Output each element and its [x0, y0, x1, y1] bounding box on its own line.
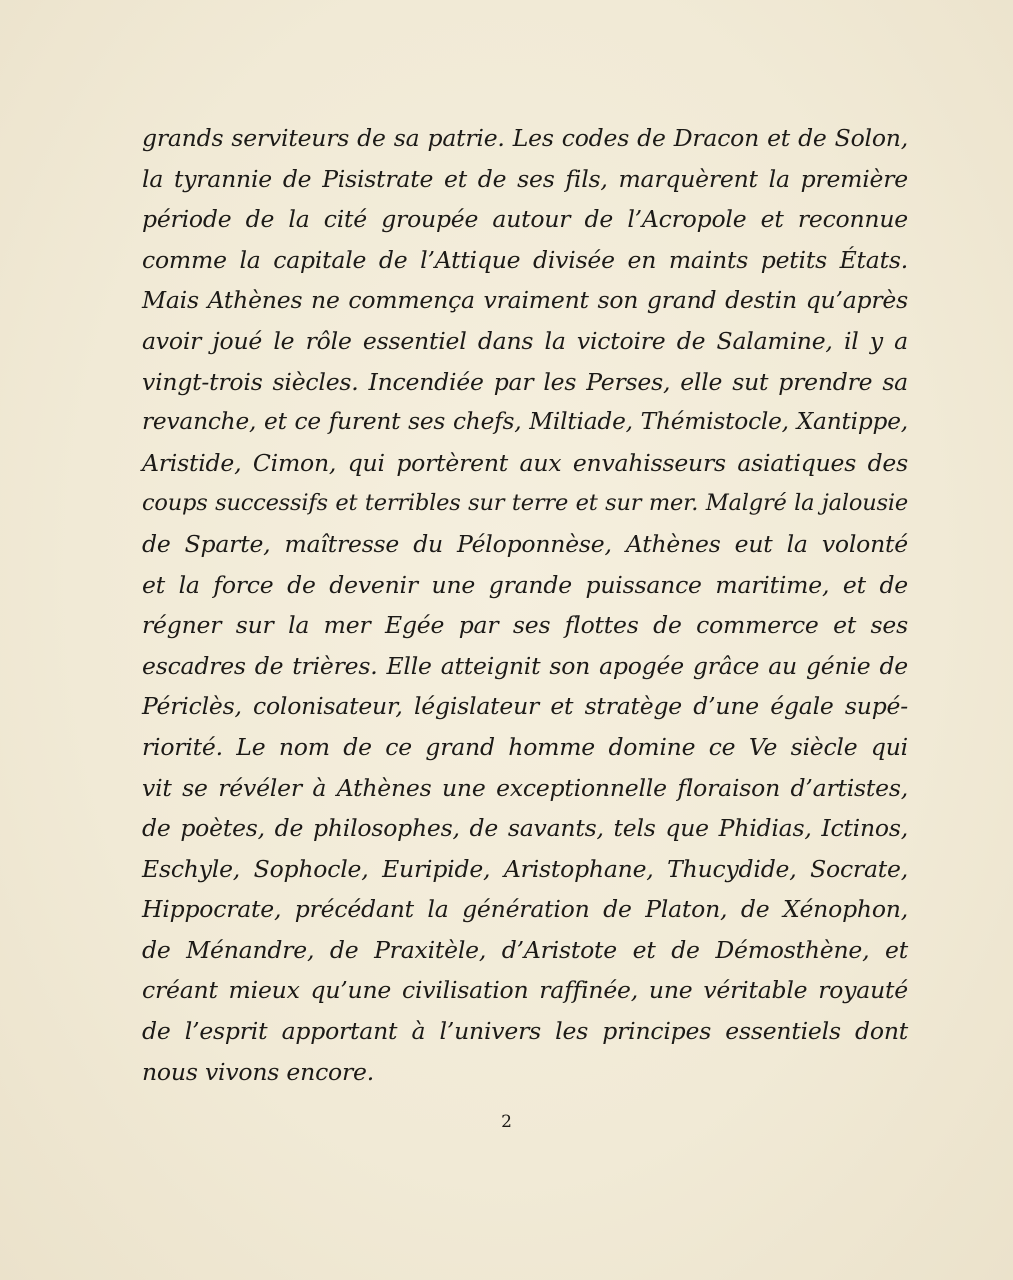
text-line-24: nous vivons encore. — [142, 1057, 374, 1086]
text-line-1: grands serviteurs de sa patrie. Les codes de Dracon et de Solon, — [142, 124, 908, 152]
text-line-21: de Ménandre, de Praxitèle, d’Aristote et de Démosthène, et — [142, 935, 908, 964]
text-line-15: Périclès, colonisateur, législateur et stratège d’une égale supé- — [142, 692, 908, 721]
page-number: 2 — [501, 1112, 512, 1132]
text-line-2: la tyrannie de Pisistrate et de ses fils, marquèrent la première — [142, 164, 908, 193]
text-line-16: riorité. Le nom de ce grand homme domine ce Ve siècle qui — [142, 732, 908, 761]
text-line-5: Mais Athènes ne commença vraiment son grand destin qu’après — [142, 286, 908, 315]
text-line-9: Aristide, Cimon, qui portèrent aux envahisseurs asiatiques des — [142, 448, 908, 477]
text-line-12: et la force de devenir une grande puissance maritime, et de — [142, 570, 908, 599]
text-line-8: revanche, et ce furent ses chefs, Miltiade, Thémistocle, Xantippe, — [142, 408, 908, 436]
text-line-7: vingt-trois siècles. Incendiée par les Perses, elle sut prendre sa — [142, 367, 908, 396]
text-line-13: régner sur la mer Egée par ses flottes de commerce et ses — [142, 611, 908, 640]
text-line-10: coups successifs et terribles sur terre et sur mer. Malgré la jalousie — [142, 490, 908, 517]
text-line-19: Eschyle, Sophocle, Euripide, Aristophane, Thucydide, Socrate, — [142, 854, 908, 883]
body-text — [142, 118, 908, 1092]
text-line-18: de poètes, de philosophes, de savants, tels que Phidias, Ictinos, — [142, 814, 908, 843]
text-line-6: avoir joué le rôle essentiel dans la victoire de Salamine, il y a — [142, 326, 908, 355]
text-line-11: de Sparte, maîtresse du Péloponnèse, Athènes eut la volonté — [142, 529, 908, 558]
text-line-3: période de la cité groupée autour de l’Acropole et reconnue — [142, 205, 908, 234]
text-line-17: vit se révéler à Athènes une exceptionnelle floraison d’artistes, — [142, 773, 908, 802]
text-line-4: comme la capitale de l’Attique divisée en maints petits États. — [142, 245, 908, 274]
text-line-22: créant mieux qu’une civilisation raffinée, une véritable royauté — [142, 976, 908, 1005]
text-line-20: Hippocrate, précédant la génération de Platon, de Xénophon, — [142, 895, 908, 924]
text-line-14: escadres de trières. Elle atteignit son apogée grâce au génie de — [142, 651, 908, 680]
text-line-23: de l’esprit apportant à l’univers les principes essentiels dont — [142, 1017, 908, 1046]
